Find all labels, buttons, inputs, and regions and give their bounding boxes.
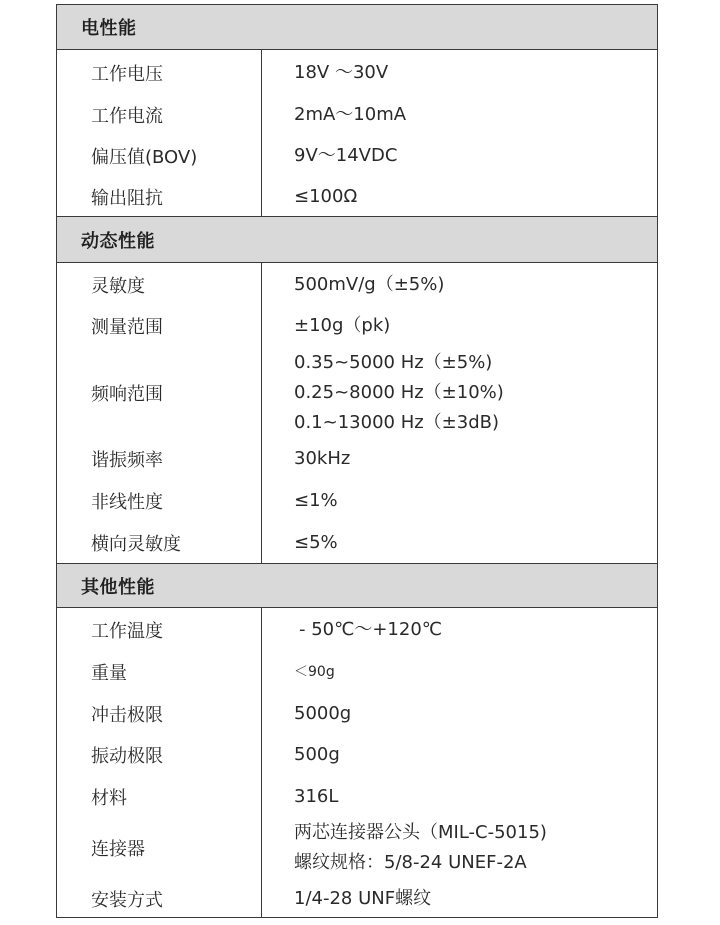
row-value: ≤5% (294, 532, 338, 553)
value-line: 0.1~13000 Hz（±3dB) (294, 412, 500, 433)
row-value-multiline (294, 348, 504, 438)
section-header-electrical (57, 5, 657, 50)
row-label: 非线性度 (91, 492, 163, 513)
row-value: 9V～14VDC (294, 145, 398, 166)
row-value: - 50℃～+120℃ (299, 619, 442, 640)
row-value: ±10g（pk) (294, 315, 391, 336)
row-value: ≤100Ω (294, 186, 358, 207)
value-line: 两芯连接器公头（MIL-C-5015) (294, 822, 547, 843)
table-row (57, 693, 657, 735)
table-row (57, 480, 657, 522)
section-header-dynamic (57, 216, 657, 263)
row-label: 重量 (91, 663, 127, 684)
table-row (57, 609, 657, 651)
table-row (57, 135, 657, 177)
row-value: 18V ～30V (294, 62, 389, 83)
table-row (57, 651, 657, 693)
table-row (57, 94, 657, 136)
row-label: 冲击极限 (91, 705, 163, 726)
table-row (57, 264, 657, 306)
table-row (57, 734, 657, 776)
value-line: 0.25~8000 Hz（±10%) (294, 382, 504, 403)
table-row (57, 816, 657, 880)
row-label: 材料 (91, 788, 127, 809)
row-label: 灵敏度 (91, 276, 145, 297)
row-value: 2mA～10mA (294, 104, 407, 125)
section-header-other (57, 563, 657, 608)
table-row (57, 776, 657, 818)
section-title: 电性能 (81, 18, 137, 39)
row-value-multiline (294, 818, 547, 878)
row-value: ＜90g (294, 664, 335, 680)
row-value: 500g (294, 744, 340, 765)
row-value: 5000g (294, 703, 352, 724)
table-row (57, 346, 657, 440)
row-value: ≤1% (294, 490, 338, 511)
table-row (57, 522, 657, 564)
row-label: 输出阻抗 (91, 188, 163, 209)
value-line: 螺纹规格：5/8-24 UNEF-2A (294, 852, 527, 873)
row-label: 工作电压 (91, 64, 163, 85)
row-label: 工作温度 (91, 621, 163, 642)
row-label: 谐振频率 (91, 450, 163, 471)
table-row (57, 305, 657, 347)
row-label: 测量范围 (91, 317, 163, 338)
row-label: 安装方式 (91, 890, 163, 911)
spec-table (56, 4, 658, 918)
section-title: 其他性能 (81, 576, 155, 598)
row-value: 1/4-28 UNF螺纹 (294, 888, 432, 909)
row-value: 30kHz (294, 448, 351, 469)
row-label: 横向灵敏度 (91, 534, 181, 555)
row-label: 振动极限 (91, 746, 163, 767)
row-value: 500mV/g（±5%) (294, 274, 445, 295)
table-row (57, 438, 657, 480)
table-row (57, 52, 657, 94)
row-label: 工作电流 (91, 106, 163, 127)
table-row (57, 176, 657, 218)
row-label: 频响范围 (91, 384, 163, 405)
section-title: 动态性能 (81, 230, 155, 252)
row-label: 偏压值(BOV) (91, 147, 198, 168)
row-value: 316L (294, 786, 339, 807)
row-label: 连接器 (91, 839, 145, 860)
table-row (57, 879, 657, 919)
value-line: 0.35~5000 Hz（±5%) (294, 352, 493, 373)
